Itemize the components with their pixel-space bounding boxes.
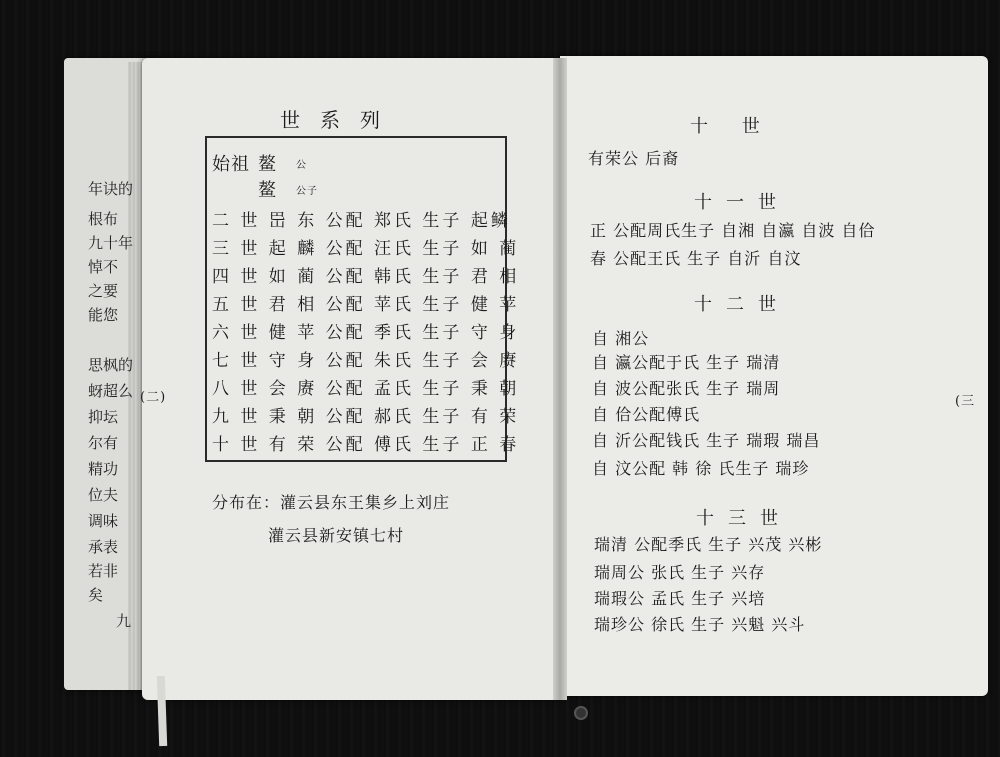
gen10-header: 十 世 xyxy=(690,116,774,137)
gen12-line: 自 瀛公配于氏 生子 瑞清 xyxy=(592,353,781,372)
generation-row: 十 世 有 荣 公配 傅氏 生子 正 春 xyxy=(212,435,520,455)
generation-row: 八 世 会 赓 公配 孟氏 生子 秉 朝 xyxy=(212,379,520,399)
back-fragment: 承表 xyxy=(88,538,119,556)
gen11-header: 十一世 xyxy=(694,192,790,213)
gen13-line: 瑞珍公 徐氏 生子 兴魁 兴斗 xyxy=(594,615,806,634)
back-fragment: 调味 xyxy=(88,512,119,530)
root-ancestor-name: 鳌 xyxy=(258,154,277,175)
gen10-line: 有荣公 后裔 xyxy=(588,149,680,168)
second-ancestor-suffix: 公子 xyxy=(296,186,318,197)
distribution-place-2: 灌云县新安镇七村 xyxy=(268,526,405,545)
generation-row: 九 世 秉 朝 公配 郝氏 生子 有 荣 xyxy=(212,407,520,427)
gen11-line: 春 公配王氏 生子 自沂 自汶 xyxy=(590,249,802,268)
gen12-line: 自 湘公 xyxy=(592,329,650,348)
back-fragment: 矣 xyxy=(88,586,104,604)
right-margin-mark: (三 xyxy=(955,394,976,409)
back-fragment: 悼不 xyxy=(88,258,119,276)
back-fragment: 位夫 xyxy=(88,486,119,504)
gen13-line: 瑞清 公配季氏 生子 兴茂 兴彬 xyxy=(594,535,823,554)
generation-row: 二 世 岊 东 公配 郑氏 生子 起鳞 xyxy=(212,211,511,231)
book-gutter xyxy=(553,58,567,700)
second-ancestor-name: 鳌 xyxy=(258,180,277,201)
back-fragment: 若非 xyxy=(88,562,119,580)
gen12-line: 自 汶公配 韩 徐 氏生子 瑞珍 xyxy=(592,459,810,478)
back-page-number: 九 xyxy=(116,612,132,630)
page-title: 世系列 xyxy=(280,108,400,132)
distribution-prefix: 分布在： xyxy=(212,493,281,512)
gen13-line: 瑞周公 张氏 生子 兴存 xyxy=(594,563,766,582)
generation-row: 六 世 健 苹 公配 季氏 生子 守 身 xyxy=(212,323,520,343)
gen13-line: 瑞瑕公 孟氏 生子 兴培 xyxy=(594,589,766,608)
gen11-line: 正 公配周氏生子 自湘 自瀛 自波 自佮 xyxy=(590,221,876,240)
gen12-line: 自 沂公配钱氏 生子 瑞瑕 瑞昌 xyxy=(592,431,821,450)
back-fragment: 之要 xyxy=(88,282,119,300)
back-fragment: 思枫的 xyxy=(88,356,134,374)
back-fragment: 根布 xyxy=(88,210,119,228)
generation-row: 五 世 君 相 公配 苹氏 生子 健 苹 xyxy=(212,295,520,315)
root-ancestor-label: 始祖 xyxy=(212,154,250,175)
back-fragment: 精功 xyxy=(88,460,119,478)
back-fragment: 尔有 xyxy=(88,434,119,452)
back-fragment: 九十年 xyxy=(88,234,134,252)
back-fragment: 抑坛 xyxy=(88,408,119,426)
distribution-label xyxy=(212,490,450,513)
gen12-header: 十二世 xyxy=(694,294,790,315)
gen12-line: 自 波公配张氏 生子 瑞周 xyxy=(592,379,781,398)
gen12-line: 自 佮公配傅氏 xyxy=(592,405,701,424)
root-ancestor-suffix: 公 xyxy=(296,160,307,171)
distribution-place-1: 灌云县东王集乡上刘庄 xyxy=(280,493,451,512)
back-fragment: 能您 xyxy=(88,306,119,324)
gen13-header: 十三世 xyxy=(696,508,792,529)
generation-row: 三 世 起 麟 公配 汪氏 生子 如 蔺 xyxy=(212,239,520,259)
binding-hole xyxy=(574,706,588,720)
generation-row: 七 世 守 身 公配 朱氏 生子 会 赓 xyxy=(212,351,520,371)
back-fragment: 蚜超么 xyxy=(88,382,134,400)
generation-row: 四 世 如 蔺 公配 韩氏 生子 君 相 xyxy=(212,267,520,287)
back-fragment: 年诀的 xyxy=(88,180,134,198)
back-page-bracket: (二) xyxy=(140,390,167,405)
